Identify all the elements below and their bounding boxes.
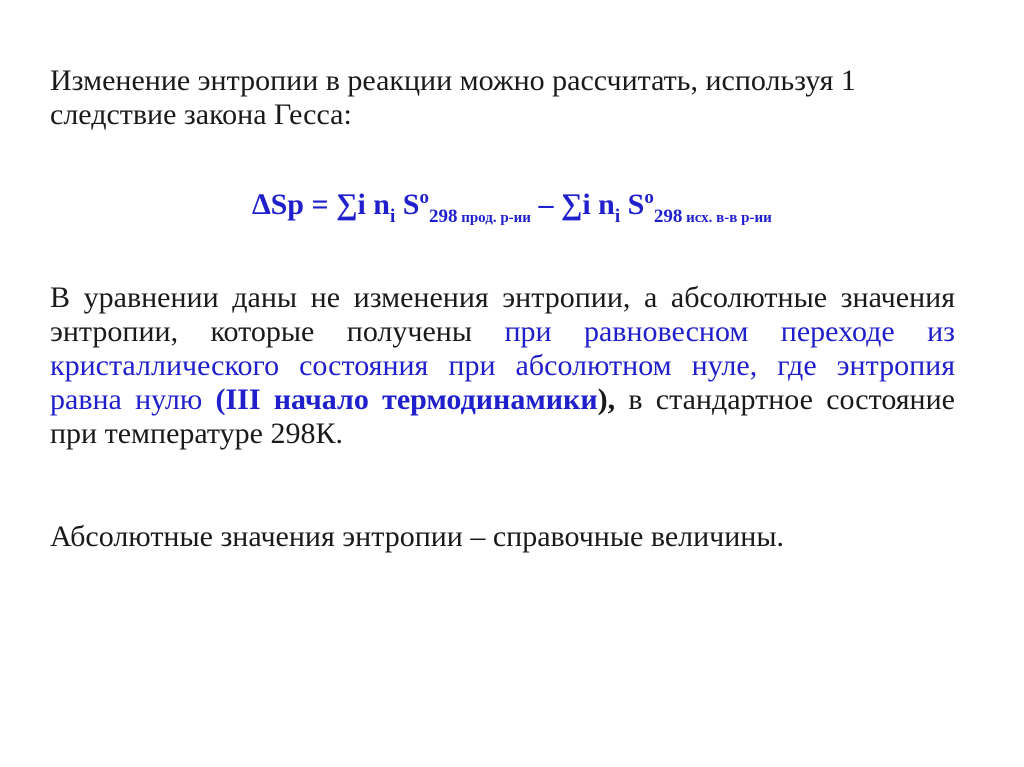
conclusion-paragraph — [50, 520, 955, 554]
formula-s-reactants: S — [620, 188, 645, 221]
formula-s-products: S — [395, 188, 420, 221]
third-law-reference: (III начало термодинамики — [215, 383, 598, 416]
formula-reactants-label: исх. в-в р-ии — [682, 210, 772, 226]
formula-temperature: 298 исх. в-в р-ии — [653, 206, 772, 227]
formula-lhs: ∆Sp = — [252, 188, 337, 221]
intro-text: Изменение энтропии в реакции можно рассчитать, используя 1 следствие закона Гесса: — [50, 64, 856, 131]
formula-temperature: 298 прод. р-ии — [428, 206, 531, 227]
formula-products-label: прод. р-ии — [457, 210, 531, 226]
formula-standard-mark: o — [644, 187, 654, 208]
formula-minus: – — [530, 188, 561, 221]
formula-index-i: i — [389, 206, 396, 227]
explanation-paragraph — [50, 281, 955, 451]
third-law-closing: ), — [597, 383, 616, 416]
entropy-formula — [0, 187, 1024, 227]
formula-sum-reactants: ∑i n — [560, 188, 615, 221]
formula-standard-mark: o — [419, 187, 429, 208]
intro-paragraph — [50, 64, 955, 132]
explanation-text: В уравнении даны не изменения энтропии, а абсолютные значения энтропии, которые получены — [50, 281, 955, 348]
explanation-ending: в стандартное состояние при температуре 298К. — [50, 383, 955, 450]
formula-sum-products: ∑i n — [336, 188, 390, 221]
formula-index-i: i — [614, 206, 621, 227]
explanation-highlight: при равновесном переходе из кристаллического состояния при абсолютном нуле, где энтропия равна нулю — [50, 315, 955, 416]
conclusion-text: Абсолютные значения энтропии – справочные величины. — [50, 520, 785, 553]
